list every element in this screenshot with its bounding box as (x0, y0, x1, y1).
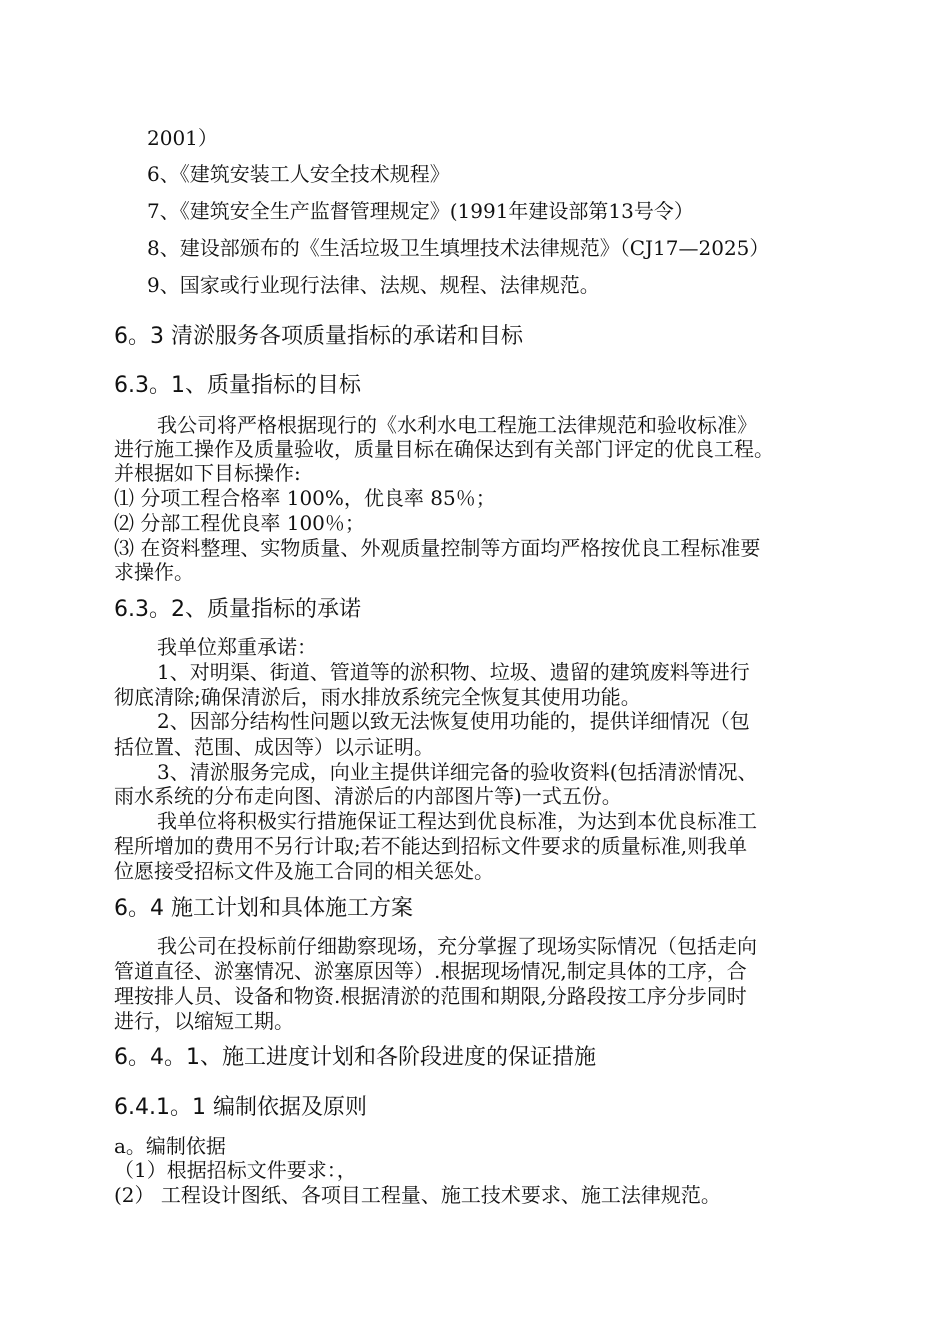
paragraph-line: 管道直径、淤塞情况、淤塞原因等）.根据现场情况,制定具体的工序，合 (114, 959, 747, 983)
list-item: ⑵ 分部工程优良率 100％； (114, 511, 365, 535)
paragraph-line: 雨水系统的分布走向图、清淤后的内部图片等)一式五份。 (114, 784, 622, 808)
paragraph-line: 我单位将积极实行措施保证工程达到优良标准，为达到本优良标准工 (157, 809, 757, 833)
reference-line: 6、《建筑安装工人安全技术规程》 (147, 162, 450, 186)
paragraph-line: 我公司将严格根据现行的《水利水电工程施工法律规范和验收标准》 (157, 413, 757, 437)
paragraph-line: 并根据如下目标操作: (114, 461, 301, 485)
paragraph-line: a。编制依据 (114, 1134, 226, 1158)
paragraph-line: 3、清淤服务完成，向业主提供详细完备的验收资料(包括清淤情况、 (157, 760, 758, 784)
reference-line: 9、国家或行业现行法律、法规、规程、法律规范。 (147, 273, 600, 297)
section-heading-6-3-1: 6.3。1、质量指标的目标 (114, 373, 361, 398)
section-heading-6-3-2: 6.3。2、质量指标的承诺 (114, 597, 361, 622)
paragraph-line: 2、因部分结构性问题以致无法恢复使用功能的，提供详细情况（包 (157, 709, 750, 733)
list-item: ⑴ 分项工程合格率 100%，优良率 85％； (114, 486, 496, 510)
paragraph-line: 彻底清除;确保清淤后，雨水排放系统完全恢复其使用功能。 (114, 685, 641, 709)
paragraph-line: 程所增加的费用不另行计取;若不能达到招标文件要求的质量标准,则我单 (114, 834, 748, 858)
list-item: 求操作。 (114, 560, 194, 584)
paragraph-line: 1、对明渠、街道、管道等的淤积物、垃圾、遗留的建筑废料等进行 (157, 660, 750, 684)
reference-line: 7、《建筑安全生产监督管理规定》(1991年建设部第13号令） (147, 199, 694, 223)
list-item: (2） 工程设计图纸、各项目工程量、施工技术要求、施工法律规范。 (114, 1183, 721, 1207)
section-heading-6-4: 6。4 施工计划和具体施工方案 (114, 896, 413, 921)
list-item: ⑶ 在资料整理、实物质量、外观质量控制等方面均严格按优良工程标准要 (114, 536, 761, 560)
paragraph-line: 理按排人员、设备和物资.根据清淤的范围和期限,分路段按工序分步同时 (114, 984, 747, 1008)
paragraph-line: 位愿接受招标文件及施工合同的相关惩处。 (114, 859, 494, 883)
paragraph-line: 我公司在投标前仔细勘察现场，充分掌握了现场实际情况（包括走向 (157, 934, 757, 958)
list-item: （1）根据招标文件要求：， (114, 1158, 357, 1182)
reference-line: 2001） (147, 126, 218, 150)
paragraph-line: 我单位郑重承诺： (157, 635, 317, 659)
reference-line: 8、建设部颁布的《生活垃圾卫生填埋技术法律规范》（CJ17—2025） (147, 236, 770, 260)
paragraph-line: 进行，以缩短工期。 (114, 1009, 294, 1033)
section-heading-6-4-1: 6。4。1、施工进度计划和各阶段进度的保证措施 (114, 1045, 596, 1070)
section-heading-6-3: 6。3 清淤服务各项质量指标的承诺和目标 (114, 324, 523, 349)
paragraph-line: 括位置、范围、成因等）以示证明。 (114, 735, 434, 759)
section-heading-6-4-1-1: 6.4.1。1 编制依据及原则 (114, 1095, 367, 1120)
paragraph-line: 进行施工操作及质量验收，质量目标在确保达到有关部门评定的优良工程。 (114, 437, 774, 461)
